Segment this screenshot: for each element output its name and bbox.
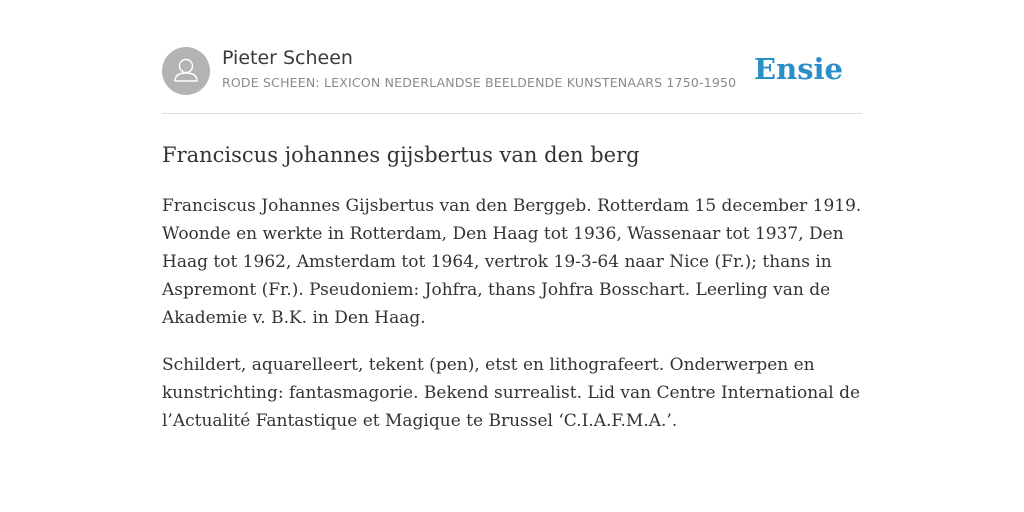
author-info [222,46,736,91]
user-placeholder-icon [162,47,210,95]
article-card [162,46,862,435]
paragraph-line: Schildert, aquarelleert, tekent (pen), etst en lithografeert. Onderwerpen en [162,355,815,375]
paragraph-line: Aspremont (Fr.). Pseudoniem: Johfra, thans Johfra Bosschart. Leerling van de [162,280,831,300]
article-header [162,46,862,114]
paragraph-line: Akademie v. B.K. in Den Haag. [162,308,426,328]
paragraph-line: kunstrichting: fantasmagorie. Bekend surrealist. Lid van Centre International de [162,383,861,403]
paragraph-line: l’Actualité Fantastique et Magique te Brussel ‘C.I.A.F.M.A.’. [162,411,678,431]
ensie-logo[interactable]: Ensie [754,52,843,86]
source-publication[interactable]: RODE SCHEEN: LEXICON NEDERLANDSE BEELDENDE KUNSTENAARS 1750-1950 [222,75,737,90]
paragraph-line: Haag tot 1962, Amsterdam tot 1964, vertrok 19-3-64 naar Nice (Fr.); thans in [162,252,832,272]
paragraph-line: Woonde en werkte in Rotterdam, Den Haag tot 1936, Wassenaar tot 1937, Den [162,224,844,244]
author-avatar[interactable] [162,47,210,95]
article-paragraph [162,192,862,332]
article-paragraph [162,351,862,435]
paragraph-line: Franciscus Johannes Gijsbertus van den Berggeb. Rotterdam 15 december 1919. [162,196,862,216]
article-title: Franciscus johannes gijsbertus van den berg [162,143,640,167]
author-name-link[interactable]: Pieter Scheen [222,47,353,69]
